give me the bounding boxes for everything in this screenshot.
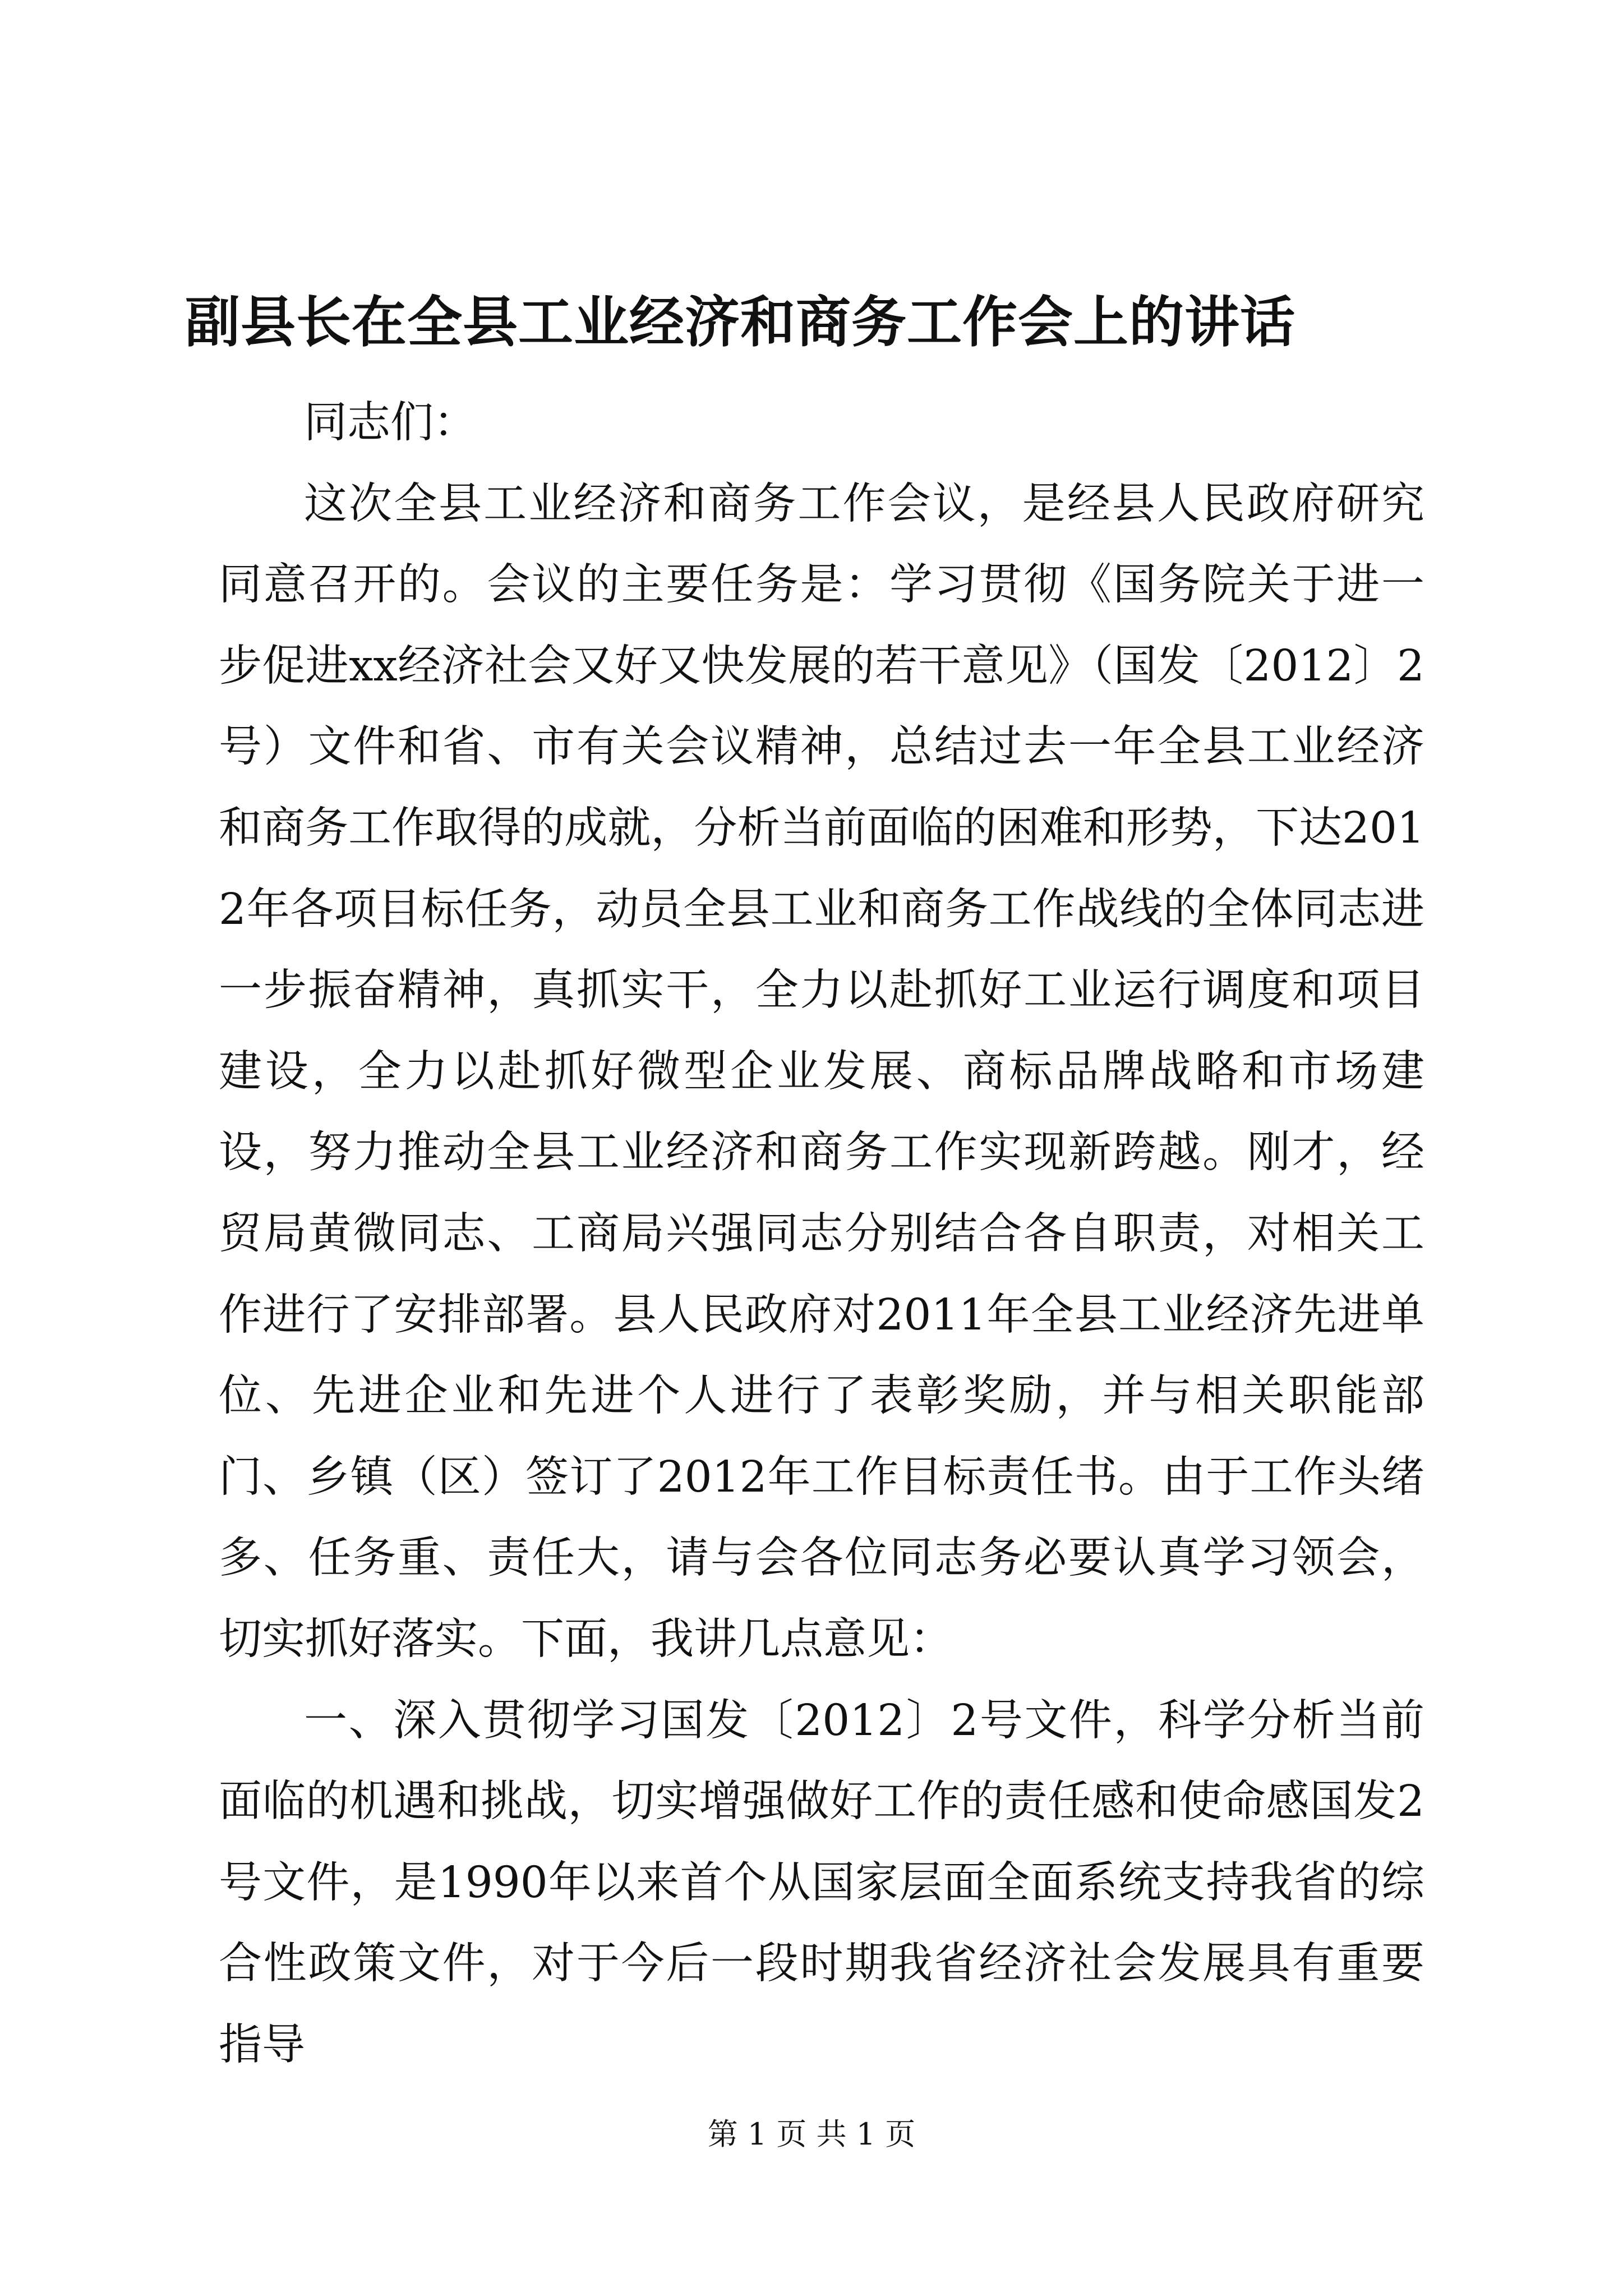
paragraph-1: 这次全县工业经济和商务工作会议，是经县人民政府研究同意召开的。会议的主要任务是：学习贯彻《国务院关于进一步促进xx经济社会又好又快发展的若干意见》（国发〔2012〕2号）文件和省、市有关会议精神，总结过去一年全县工业经济和商务工作取得的成就，分析当前面临的困难和形势，下达2012年各项目标任务，动员全县工业和商务工作战线的全体同志进一步振奋精神，真抓实干，全力以赴抓好工业运行调度和项目建设，全力以赴抓好微型企业发展、商标品牌战略和市场建设，努力推动全县工业经济和商务工作实现新跨越。刚才，经贸局黄微同志、工商局兴强同志分别结合各自职责，对相关工作进行了安排部署。县人民政府对2011年全县工业经济先进单位、先进企业和先进个人进行了表彰奖励，并与相关职能部门、乡镇（区）签订了2012年工作目标责任书。由于工作头绪多、任务重、责任大，请与会各位同志务必要认真学习领会，切实抓好落实。下面，我讲几点意见： — [219, 478, 1424, 1664]
paragraph-2: 一、深入贯彻学习国发〔2012〕2号文件，科学分析当前面临的机遇和挑战，切实增强做好工作的责任感和使命感国发2号文件，是1990年以来首个从国家层面全面系统支持我省的综合性政策文件，对于今后一段时期我省经济社会发展具有重要指导 — [219, 1695, 1424, 2070]
page-footer: 第 1 页 共 1 页 — [707, 2116, 916, 2152]
salutation: 同志们： — [304, 398, 477, 448]
document-title: 副县长在全县工业经济和商务工作会上的讲话 — [185, 290, 1296, 355]
document-body — [219, 383, 1424, 2086]
